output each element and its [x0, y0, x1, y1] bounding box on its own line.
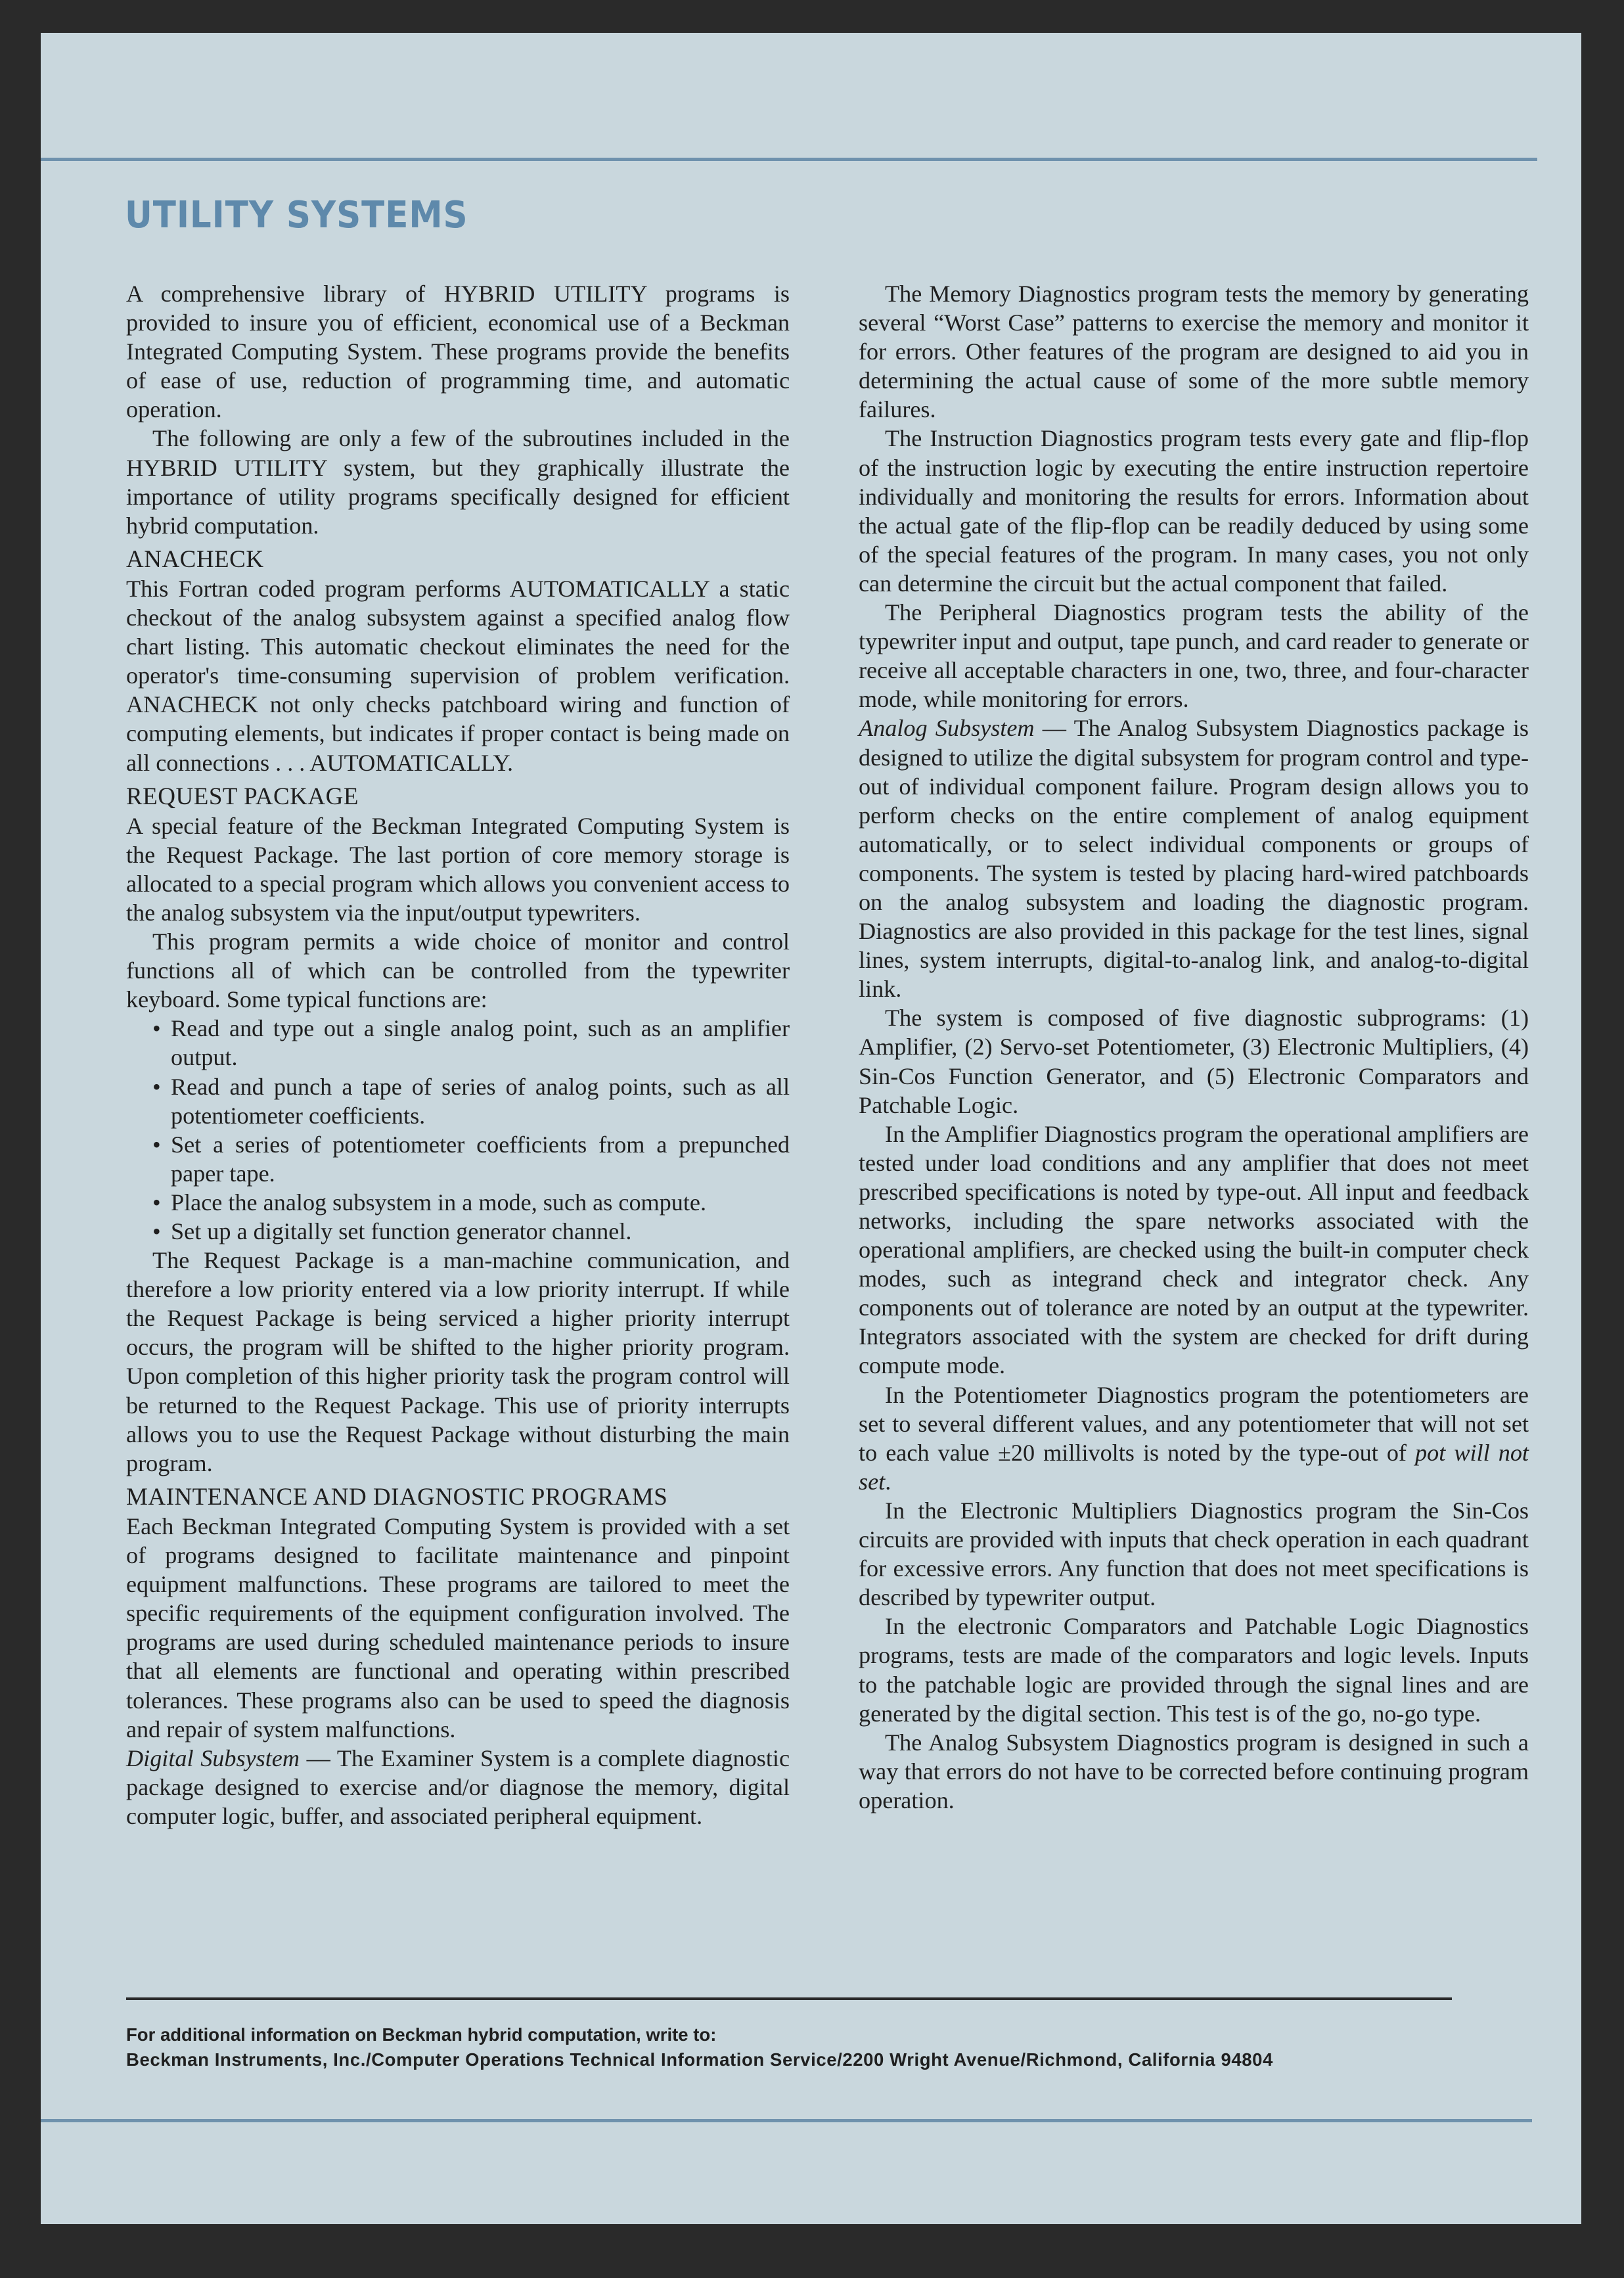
- top-rule: [41, 158, 1537, 161]
- document-page: [41, 33, 1581, 2224]
- request-functions-paragraph: This program permits a wide choice of monitor and control functions all of which can be controlled from the typewriter keyboard. Some typical functions are:: [126, 928, 790, 1013]
- digital-subsystem-paragraph: [126, 1744, 790, 1831]
- bottom-rule: [41, 2119, 1532, 2122]
- list-item: • Read and punch a tape of series of analog points, such as all potentiometer coefficients.: [152, 1072, 790, 1130]
- list-item: • Place the analog subsystem in a mode, such as compute.: [152, 1188, 790, 1217]
- intro-paragraph: A comprehensive library of HYBRID UTILITY programs is provided to insure you of efficient, economical use of a Beckman Integrated Computing System. These programs provide the benefits of ease of use, reduction of programming time, and automatic operation.: [126, 281, 790, 423]
- memory-diagnostics-paragraph: The Memory Diagnostics program tests the memory by generating several “Worst Case” patterns to exercise the memory and monitor it for errors. Other features of the program are designed to aid you in determining the actual cause of some of the more subtle memory failures.: [859, 281, 1529, 423]
- page-title: UTILITY SYSTEMS: [125, 194, 468, 237]
- anacheck-paragraph: This Fortran coded program performs AUTOMATICALLY a static checkout of the analog subsystem against a specified analog flow chart listing. This automatic checkout eliminates the need for the operator's time-consuming supervision of problem verification. ANACHECK not only checks patchboard wiring and function of computing elements, but indicates if proper contact is being made on all connections . . . AUTOMATICALLY.: [126, 575, 790, 776]
- potentiometer-text: In the Potentiometer Diagnostics program the potentiometers are set to several different values, and any potentiometer that will not set to each value ±20 millivolts is noted by the type-out of: [859, 1381, 1529, 1466]
- potentiometer-end: .: [885, 1468, 891, 1495]
- multipliers-diagnostics-paragraph: In the Electronic Multipliers Diagnostics program the Sin-Cos circuits are provided with inputs that check operation in each quadrant for excessive errors. Any function that does not meet specifications is described by typewriter output.: [859, 1497, 1529, 1611]
- digital-subsystem-label: Digital Subsystem: [126, 1744, 300, 1771]
- comparators-diagnostics-paragraph: In the electronic Comparators and Patchable Logic Diagnostics programs, tests are made of the comparators and logic levels. Inputs to the patchable logic are provided through the signal lines and are generated by the digital section. This test is of the go, no-go type.: [859, 1613, 1529, 1727]
- footer-contact-heading: For additional information on Beckman hybrid computation, write to:: [126, 2024, 717, 2045]
- analog-subsystem-text: — The Analog Subsystem Diagnostics package is designed to utilize the digital subsystem for program control and type-out of individual component failure. Program design allows you to perform checks on the entire complement of analog equipment automatically, or to select individual components or groups of components. The system is tested by placing hard-wired patchboards on the analog subsystem and loading the diagnostic program. Diagnostics are also provided in this package for the test lines, signal lines, system interrupts, digital-to-analog link, and analog-to-digital link.: [859, 715, 1529, 1003]
- footer-rule: [126, 1997, 1452, 2000]
- request-package-paragraph: A special feature of the Beckman Integrated Computing System is the Request Package. The last portion of core memory storage is allocated to a special program which allows you convenient access to the analog subsystem via the input/output typewriters.: [126, 812, 790, 926]
- section-heading-maintenance: MAINTENANCE AND DIAGNOSTIC PROGRAMS: [126, 1483, 668, 1511]
- functions-list: [126, 1014, 790, 1246]
- list-item: • Set a series of potentiometer coefficients from a prepunched paper tape.: [152, 1130, 790, 1188]
- section-heading-anacheck: ANACHECK: [126, 545, 264, 573]
- footer-address: Beckman Instruments, Inc./Computer Operations Technical Information Service/2200 Wright Avenue/Richmond, California 94804: [126, 2049, 1273, 2070]
- list-item: • Read and type out a single analog point, such as an amplifier output.: [152, 1014, 790, 1072]
- list-item: • Set up a digitally set function generator channel.: [152, 1217, 790, 1246]
- priority-paragraph: The Request Package is a man-machine communication, and therefore a low priority entered via a low priority interrupt. If while the Request Package is being serviced a higher priority interrupt occurs, the program will be shifted to the higher priority program. Upon completion of this higher priority task the program control will be returned to the Request Package. This use of priority interrupts allows you to use the Request Package without disturbing the main program.: [126, 1247, 790, 1476]
- subprograms-paragraph: The system is composed of five diagnostic subprograms: (1) Amplifier, (2) Servo-set Potentiometer, (3) Electronic Multipliers, (4) Sin-Cos Function Generator, and (5) Electronic Comparators and Patchable Logic.: [859, 1005, 1529, 1118]
- instruction-diagnostics-paragraph: The Instruction Diagnostics program tests every gate and flip-flop of the instruction logic by executing the entire instruction repertoire individually and monitoring the results for errors. Information about the actual gate of the flip-flop can be readily deduced by using some of the special features of the program. In many cases, you not only can determine the circuit but the actual component that failed.: [859, 425, 1529, 597]
- analog-subsystem-label: Analog Subsystem: [859, 715, 1035, 742]
- peripheral-diagnostics-paragraph: The Peripheral Diagnostics program tests the ability of the typewriter input and output, tape punch, and card reader to generate or receive all acceptable characters in one, two, three, and four-character mode, while monitoring for errors.: [859, 599, 1529, 713]
- potentiometer-diagnostics-paragraph: [859, 1380, 1529, 1496]
- footer: [126, 2022, 1539, 2072]
- analog-diagnostics-summary-paragraph: The Analog Subsystem Diagnostics program is designed in such a way that errors do not have to be corrected before continuing program operation.: [859, 1729, 1529, 1813]
- subroutines-paragraph: The following are only a few of the subroutines included in the HYBRID UTILITY system, but they graphically illustrate the importance of utility programs specifically designed for efficient hybrid computation.: [126, 425, 790, 539]
- left-column: [126, 279, 790, 1831]
- amplifier-diagnostics-paragraph: In the Amplifier Diagnostics program the operational amplifiers are tested under load conditions and any amplifier that does not meet prescribed specifications is noted by type-out. All input and feedback networks, including the spare networks associated with the operational amplifiers, are checked using the built-in computer check modes, such as integrand check and integrator check. Any components out of tolerance are noted by an output at the typewriter. Integrators associated with the system are checked for drift during compute mode.: [859, 1120, 1529, 1379]
- right-column: [859, 279, 1529, 1815]
- maintenance-paragraph: Each Beckman Integrated Computing System is provided with a set of programs designed to facilitate maintenance and pinpoint equipment malfunctions. These programs are tailored to meet the specific requirements of the equipment configuration involved. The programs are used during scheduled maintenance periods to insure that all elements are functional and operating within prescribed tolerances. These programs also can be used to speed the diagnosis and repair of system malfunctions.: [126, 1513, 790, 1743]
- digital-subsystem-text: — The Examiner System is a complete diagnostic package designed to exercise and/or diagnose the memory, digital computer logic, buffer, and associated peripheral equipment.: [126, 1744, 790, 1829]
- section-heading-request-package: REQUEST PACKAGE: [126, 783, 359, 810]
- pot-will-not-set-text: pot will not set: [859, 1439, 1529, 1495]
- analog-subsystem-paragraph: [859, 714, 1529, 1003]
